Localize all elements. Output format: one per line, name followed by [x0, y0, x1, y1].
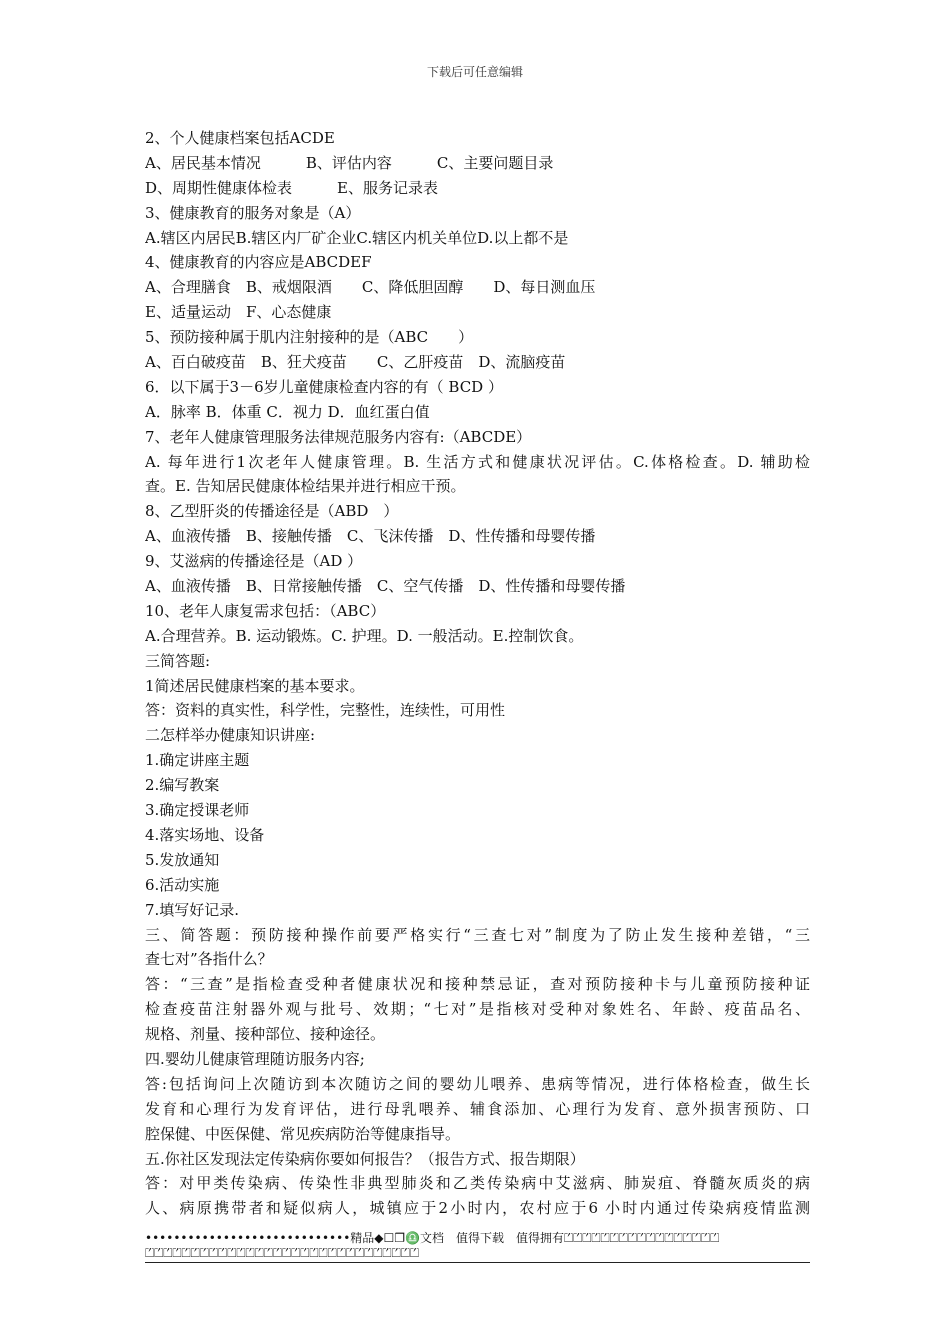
footer-divider [145, 1262, 810, 1263]
text-line: 答：资料的真实性，科学性，完整性，连续性，可用性 [145, 701, 506, 720]
text-line: 答:包括询问上次随访到本次随访之间的婴幼儿喂养、患病等情况，进行体格检查，做生长 [145, 1074, 810, 1093]
footer-line-1: •••••••••••••••••••••••••••••精品◆☐❐♎文档 值得下载 值得拥有⏍⏍⏍⏍⏍⏍⏍⏍⏍⏍⏍⏍⏍⏍⏍⏍⏍ [145, 1231, 720, 1245]
text-line: 答：对甲类传染病、传染性非典型肺炎和乙类传染病中艾滋病、肺炭疽、脊髓灰质炎的病 [145, 1174, 810, 1193]
text-line: 5、预防接种属于肌内注射接种的是（ABC ） [145, 328, 474, 347]
text-line: 9、艾滋病的传播途径是（AD ） [145, 552, 363, 571]
text-line: 10、老年人康复需求包括：（ABC） [145, 601, 386, 620]
text-line: 7.填写好记录. [145, 900, 240, 919]
text-line: A.辖区内居民B.辖区内厂矿企业C.辖区内机关单位D.以上都不是 [145, 228, 569, 247]
footer-line-2: ⏍⏍⏍⏍⏍⏍⏍⏍⏍⏍⏍⏍⏍⏍⏍⏍⏍⏍⏍⏍⏍⏍⏍⏍⏍⏍⏍⏍⏍⏍ [145, 1246, 419, 1260]
text-line: 二怎样举办健康知识讲座: [145, 726, 316, 745]
text-line: 1.确定讲座主题 [145, 751, 250, 770]
text-line: A.合理营养。B. 运动锻炼。C. 护理。D. 一般活动。E.控制饮食。 [145, 626, 584, 645]
text-line: 查。E. 告知居民健康体检结果并进行相应干预。 [145, 477, 466, 496]
text-line: D、周期性健康体检表 E、服务记录表 [145, 178, 438, 197]
text-line: 3.确定授课老师 [145, 801, 250, 820]
text-line: 规格、剂量、接种部位、接种途径。 [145, 1025, 386, 1044]
text-line: 8、乙型肝炎的传播途径是（ABD ） [145, 502, 399, 521]
text-line: A、合理膳食 B、戒烟限酒 C、降低胆固醇 D、每日测血压 [145, 278, 596, 297]
text-line: 4.落实场地、设备 [145, 825, 265, 844]
text-line: A、百白破疫苗 B、狂犬疫苗 C、乙肝疫苗 D、流脑疫苗 [145, 353, 566, 372]
text-line: 2.编写教案 [145, 776, 220, 795]
text-line: 三简答题: [145, 651, 211, 670]
text-line: 三、简答题：预防接种操作前要严格实行“三查七对”制度为了防止发生接种差错，“三 [145, 925, 810, 944]
page-footer [145, 1231, 810, 1261]
text-line: A、血液传播 B、日常接触传播 C、空气传播 D、性传播和母婴传播 [145, 577, 626, 596]
text-line: 1简述居民健康档案的基本要求。 [145, 676, 365, 695]
text-line: 发育和心理行为发育评估，进行母乳喂养、辅食添加、心理行为发育、意外损害预防、口 [145, 1099, 810, 1118]
text-line: 答：“三查”是指检查受种者健康状况和接种禁忌证，查对预防接种卡与儿童预防接种证 [145, 975, 810, 994]
text-line: A．脉率 B．体重 C．视力 D．血红蛋白值 [145, 402, 430, 421]
text-line: 检查疫苗注射器外观与批号、效期；“七对”是指核对受种对象姓名、年龄、疫苗品名、 [145, 1000, 810, 1019]
text-line: A. 每年进行1次老年人健康管理。B. 生活方式和健康状况评估。C.体格检查。D. 辅助检 [145, 452, 810, 471]
text-line: 3、健康教育的服务对象是（A） [145, 203, 361, 222]
text-line: 6.活动实施 [145, 875, 220, 894]
text-line: 6．以下属于3－6岁儿童健康检查内容的有（ BCD ） [145, 377, 503, 396]
text-line: A、居民基本情况 B、评估内容 C、主要问题目录 [145, 153, 554, 172]
page-header: 下载后可任意编辑 [426, 65, 523, 79]
text-line: 7、老年人健康管理服务法律规范服务内容有:（ABCDE） [145, 427, 532, 446]
text-line: A、血液传播 B、接触传播 C、飞沫传播 D、性传播和母婴传播 [145, 527, 596, 546]
text-line: 4、健康教育的内容应是ABCDEF [145, 253, 372, 272]
text-line: 5.发放通知 [145, 850, 220, 869]
document-body [145, 126, 810, 1221]
text-line: 四.婴幼儿健康管理随访服务内容; [145, 1049, 365, 1068]
text-line: 腔保健、中医保健、常见疾病防治等健康指导。 [145, 1124, 461, 1143]
text-line: 五.你社区发现法定传染病你要如何报告？（报告方式、报告期限） [145, 1149, 585, 1168]
text-line: 人、病原携带者和疑似病人，城镇应于2小时内，农村应于6 小时内通过传染病疫情监测 [145, 1199, 810, 1218]
text-line: E、适量运动 F、心态健康 [145, 303, 332, 322]
text-line: 2、个人健康档案包括ACDE [145, 129, 335, 147]
text-line: 查七对”各指什么？ [145, 950, 273, 969]
